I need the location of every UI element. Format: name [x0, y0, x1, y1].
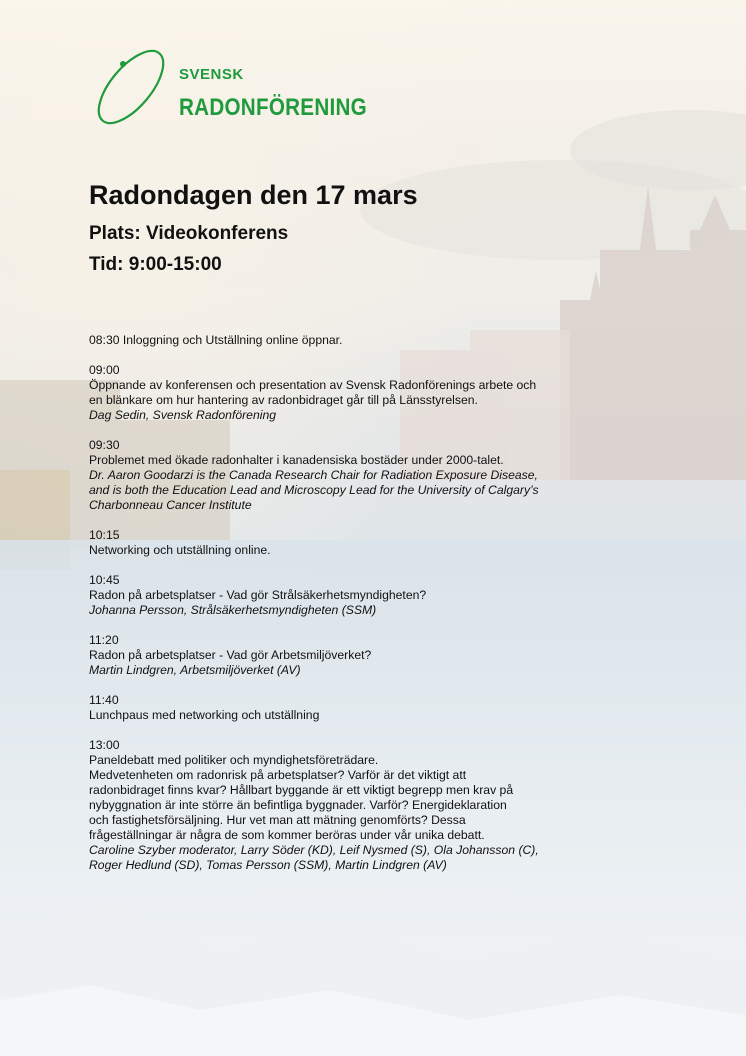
agenda-time: 10:15 [89, 528, 120, 542]
agenda-time: 13:00 [89, 738, 120, 752]
agenda-description: Öppnande av konferensen och presentation av Svensk Radonförenings arbete och en blänkare om hur hantering av radonbidraget går till på Länsstyrelsen. [89, 378, 537, 407]
agenda-line: 08:30 Inloggning och Utställning online öppnar. [89, 333, 343, 347]
agenda-time: 11:40 [89, 693, 119, 707]
agenda-time: 09:00 [89, 363, 120, 377]
agenda-description: Problemet med ökade radonhalter i kanadensiska bostäder under 2000-talet. [89, 453, 504, 467]
agenda-time: 11:20 [89, 633, 119, 647]
logo-text-svensk: SVENSK [179, 66, 244, 83]
agenda-time: 09:30 [89, 438, 120, 452]
agenda-description: Paneldebatt med politiker och myndighetsföreträdare. Medvetenheten om radonrisk på arbetsplatser? Varför är det viktigt att radonbidraget finns kvar? Hållbart byggande är ett viktigt begrepp men krav på nybyggnation är inte större än befintliga byggnader. Varför? Energideklaration och fastighetsförsäljning. Hur vet man att mätning genomförts? Dessa frågeställningar är några de som kommer beröras under vår unika debatt. [89, 753, 514, 842]
agenda [89, 333, 609, 888]
agenda-item [89, 633, 609, 678]
page-title: Radondagen den 17 mars [89, 180, 418, 210]
agenda-speaker: Dag Sedin, Svensk Radonförening [89, 408, 276, 422]
agenda-item [89, 363, 609, 423]
agenda-description: Radon på arbetsplatser - Vad gör Strålsäkerhetsmyndigheten? [89, 588, 427, 602]
agenda-item [89, 738, 609, 873]
venue-line: Plats: Videokonferens [89, 223, 289, 244]
agenda-speaker: Martin Lindgren, Arbetsmiljöverket (AV) [89, 663, 301, 677]
agenda-description: Radon på arbetsplatser - Vad gör Arbetsmiljöverket? [89, 648, 372, 662]
time-line: Tid: 9:00-15:00 [89, 254, 222, 275]
agenda-speaker: Johanna Persson, Strålsäkerhetsmyndigheten (SSM) [89, 603, 377, 617]
agenda-item [89, 528, 609, 558]
logo-text-radonforening: RADONFÖRENING [179, 94, 367, 121]
agenda-item [89, 333, 609, 348]
radon-orbit-logo-icon [86, 42, 176, 132]
agenda-description: Lunchpaus med networking och utställning [89, 708, 320, 722]
agenda-time: 10:45 [89, 573, 120, 587]
agenda-item [89, 573, 609, 618]
agenda-item [89, 438, 609, 513]
agenda-speaker: Caroline Szyber moderator, Larry Söder (KD), Leif Nysmed (S), Ola Johansson (C), Roger Hedlund (SD), Tomas Persson (SSM), Martin Lindgren (AV) [89, 843, 539, 872]
agenda-speaker: Dr. Aaron Goodarzi is the Canada Research Chair for Radiation Exposure Disease, and is both the Education Lead and Microscopy Lead for the University of Calgary’s Charbonneau Cancer Institute [89, 468, 539, 512]
logo [86, 42, 366, 132]
agenda-description: Networking och utställning online. [89, 543, 271, 557]
agenda-item [89, 693, 609, 723]
